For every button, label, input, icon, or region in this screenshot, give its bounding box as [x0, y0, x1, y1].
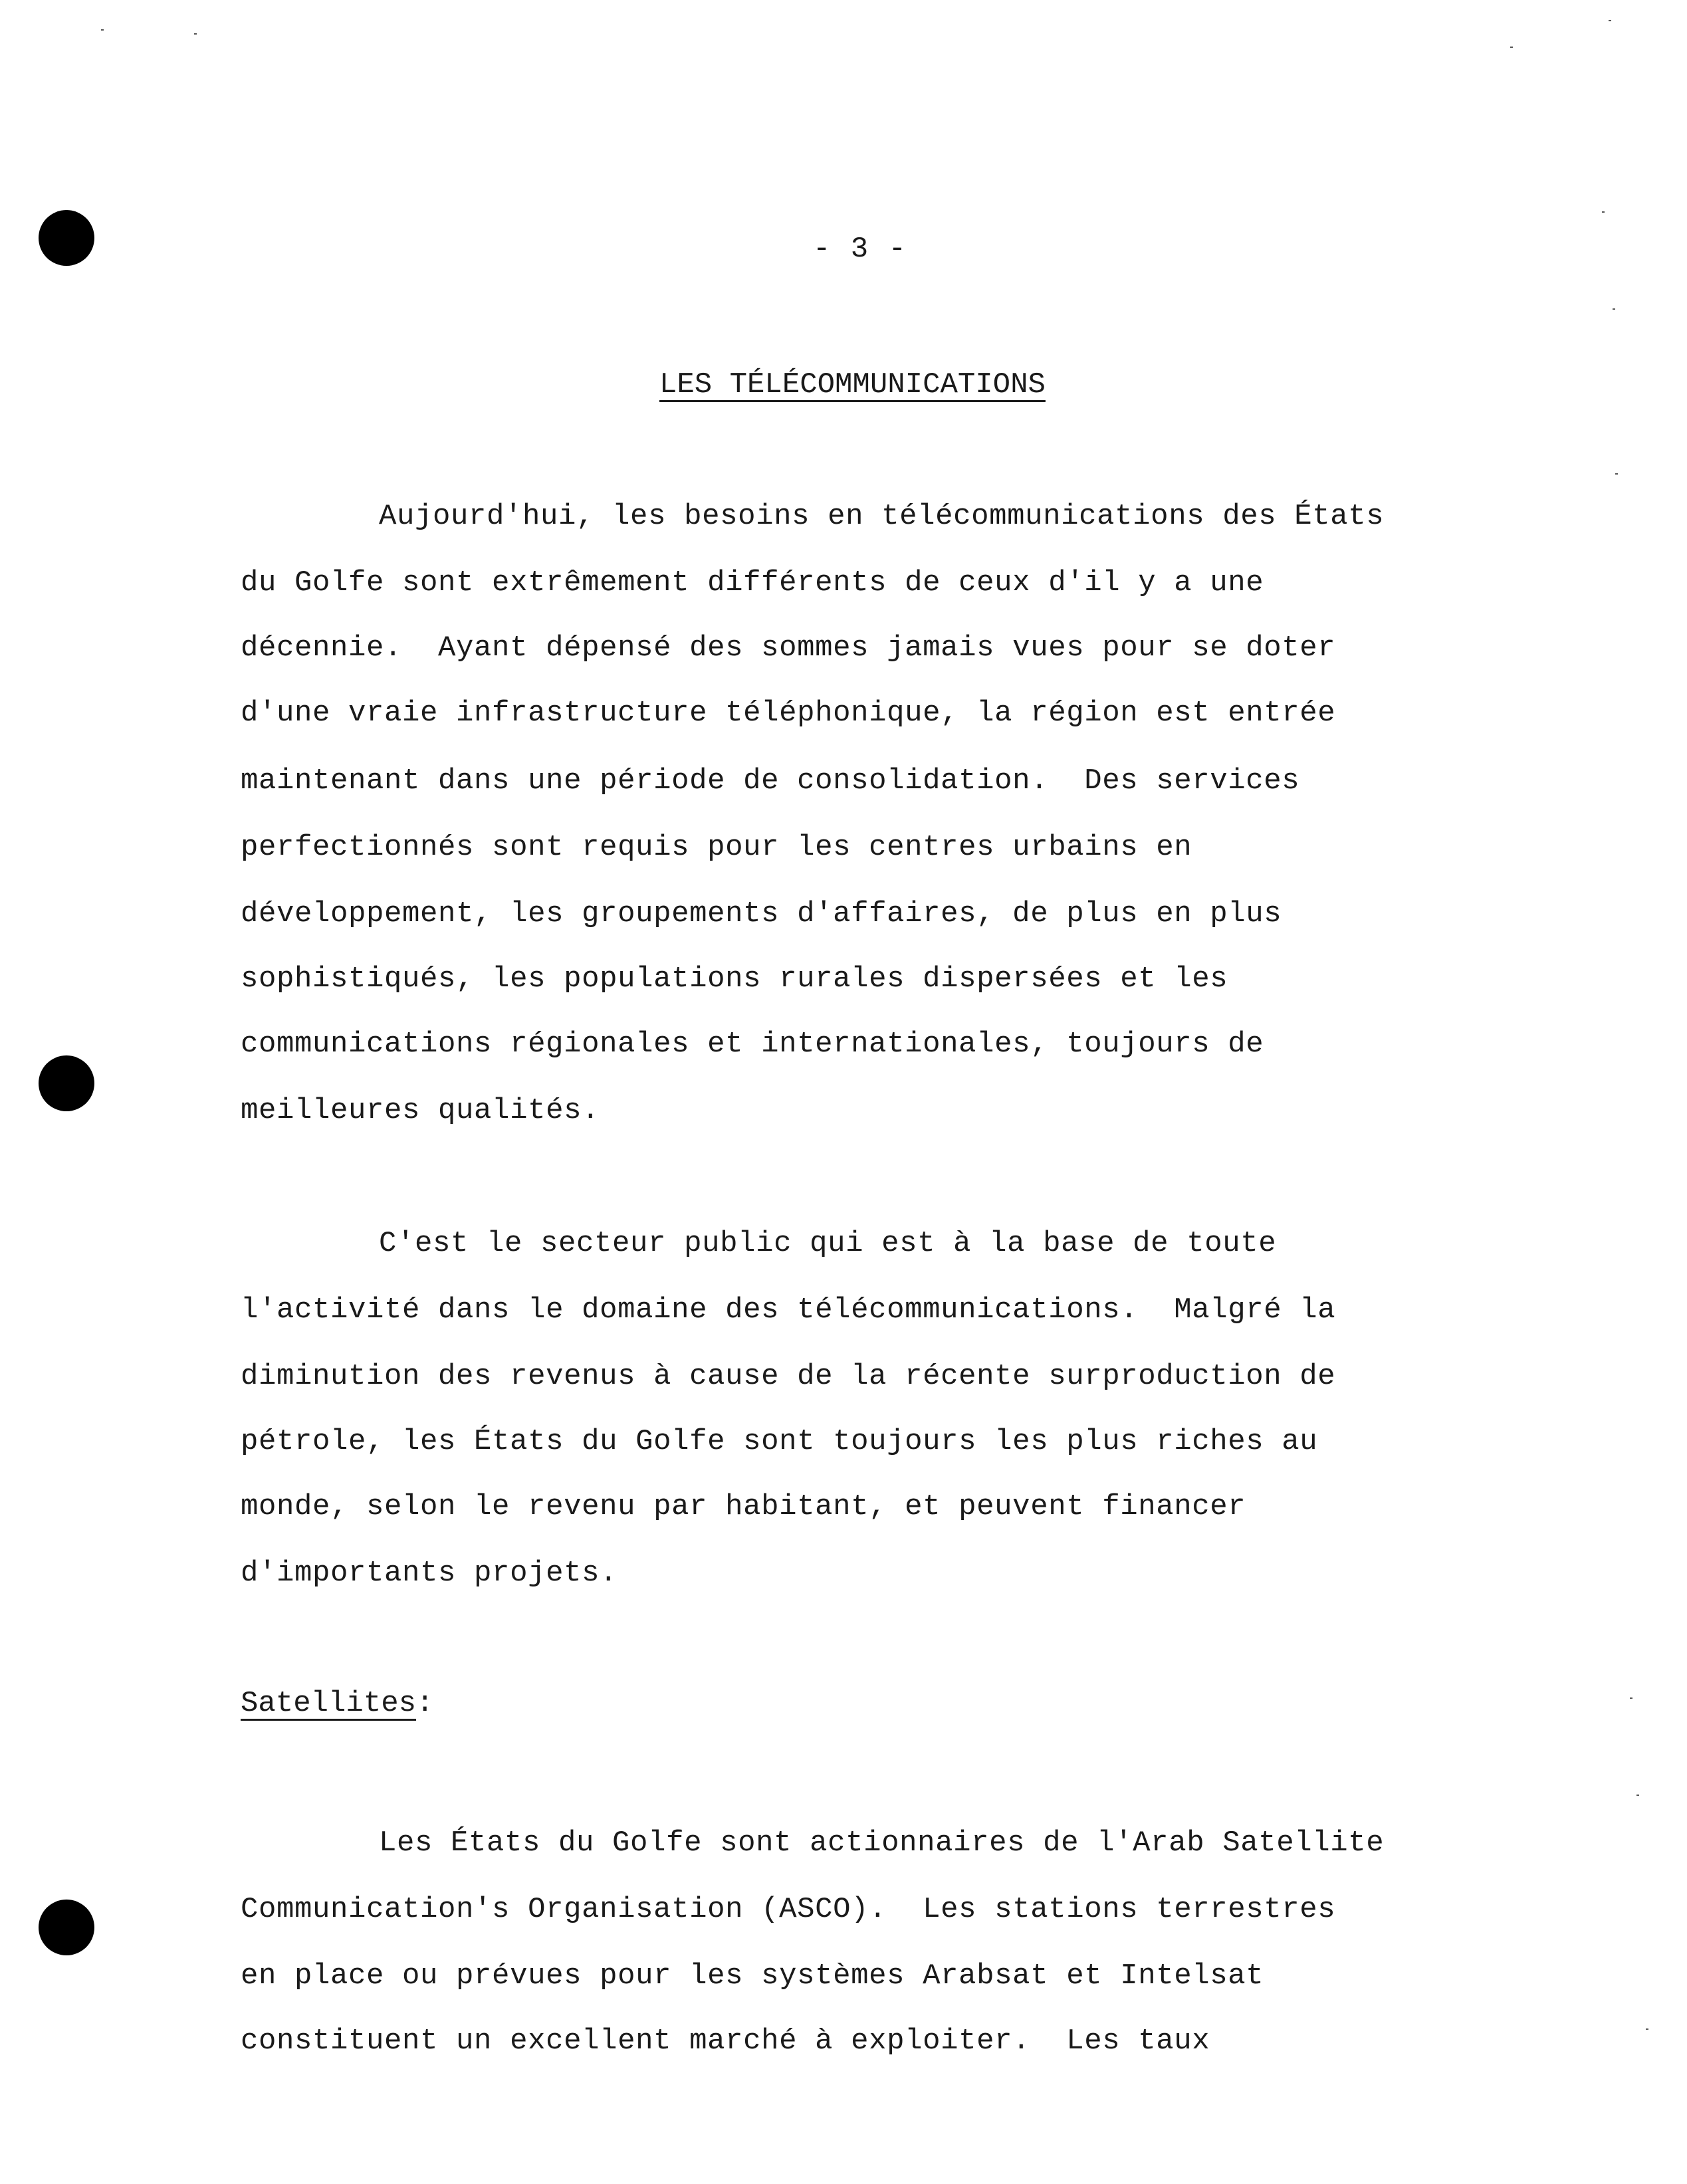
section-heading-text: Satellites	[241, 1687, 417, 1720]
scan-speck	[1510, 47, 1513, 48]
text-line: Communication's Organisation (ASCO). Les stations terrestres	[241, 1893, 1336, 1926]
text-line: perfectionnés sont requis pour les centres urbains en	[241, 831, 1192, 864]
punch-hole-middle	[39, 1055, 94, 1111]
punch-hole-bottom	[39, 1900, 94, 1955]
text-line: Aujourd'hui, les besoins en télécommunications des États	[379, 500, 1385, 533]
text-line: Les États du Golfe sont actionnaires de l'Arab Satellite	[379, 1826, 1385, 1860]
text-line: développement, les groupements d'affaires, de plus en plus	[241, 897, 1282, 930]
text-line: d'une vraie infrastructure téléphonique, la région est entrée	[241, 697, 1336, 730]
scan-speck	[1630, 1697, 1632, 1699]
text-line: décennie. Ayant dépensé des sommes jamais vues pour se doter	[241, 631, 1336, 665]
scan-speck	[1609, 20, 1611, 21]
scan-speck	[194, 33, 197, 35]
scan-speck	[1646, 2028, 1648, 2030]
punch-hole-top	[39, 210, 94, 266]
text-line: d'importants projets.	[241, 1557, 618, 1590]
scan-speck	[1613, 308, 1615, 310]
scan-speck	[1636, 1795, 1639, 1796]
text-line: monde, selon le revenu par habitant, et peuvent financer	[241, 1490, 1246, 1523]
scan-speck	[1602, 211, 1605, 213]
text-line: sophistiqués, les populations rurales dispersées et les	[241, 962, 1228, 996]
text-line: meilleures qualités.	[241, 1094, 600, 1127]
text-line: l'activité dans le domaine des télécommunications. Malgré la	[241, 1293, 1336, 1327]
page-title: LES TÉLÉCOMMUNICATIONS	[659, 368, 1046, 401]
section-heading-satellites	[241, 1687, 433, 1720]
scan-speck	[101, 29, 104, 31]
text-line: pétrole, les États du Golfe sont toujours les plus riches au	[241, 1425, 1318, 1458]
text-line: communications régionales et internationales, toujours de	[241, 1028, 1264, 1061]
text-line: du Golfe sont extrêmement différents de ceux d'il y a une	[241, 566, 1264, 600]
text-line: diminution des revenus à cause de la récente surproduction de	[241, 1360, 1336, 1393]
text-line: en place ou prévues pour les systèmes Arabsat et Intelsat	[241, 1959, 1264, 1993]
text-line: C'est le secteur public qui est à la base de toute	[379, 1227, 1277, 1260]
scan-speck	[1615, 473, 1618, 475]
text-line: constituent un excellent marché à exploiter. Les taux	[241, 2024, 1210, 2058]
section-heading-colon: :	[416, 1687, 434, 1720]
text-line: maintenant dans une période de consolidation. Des services	[241, 764, 1300, 798]
page-number: - 3 -	[812, 233, 908, 266]
